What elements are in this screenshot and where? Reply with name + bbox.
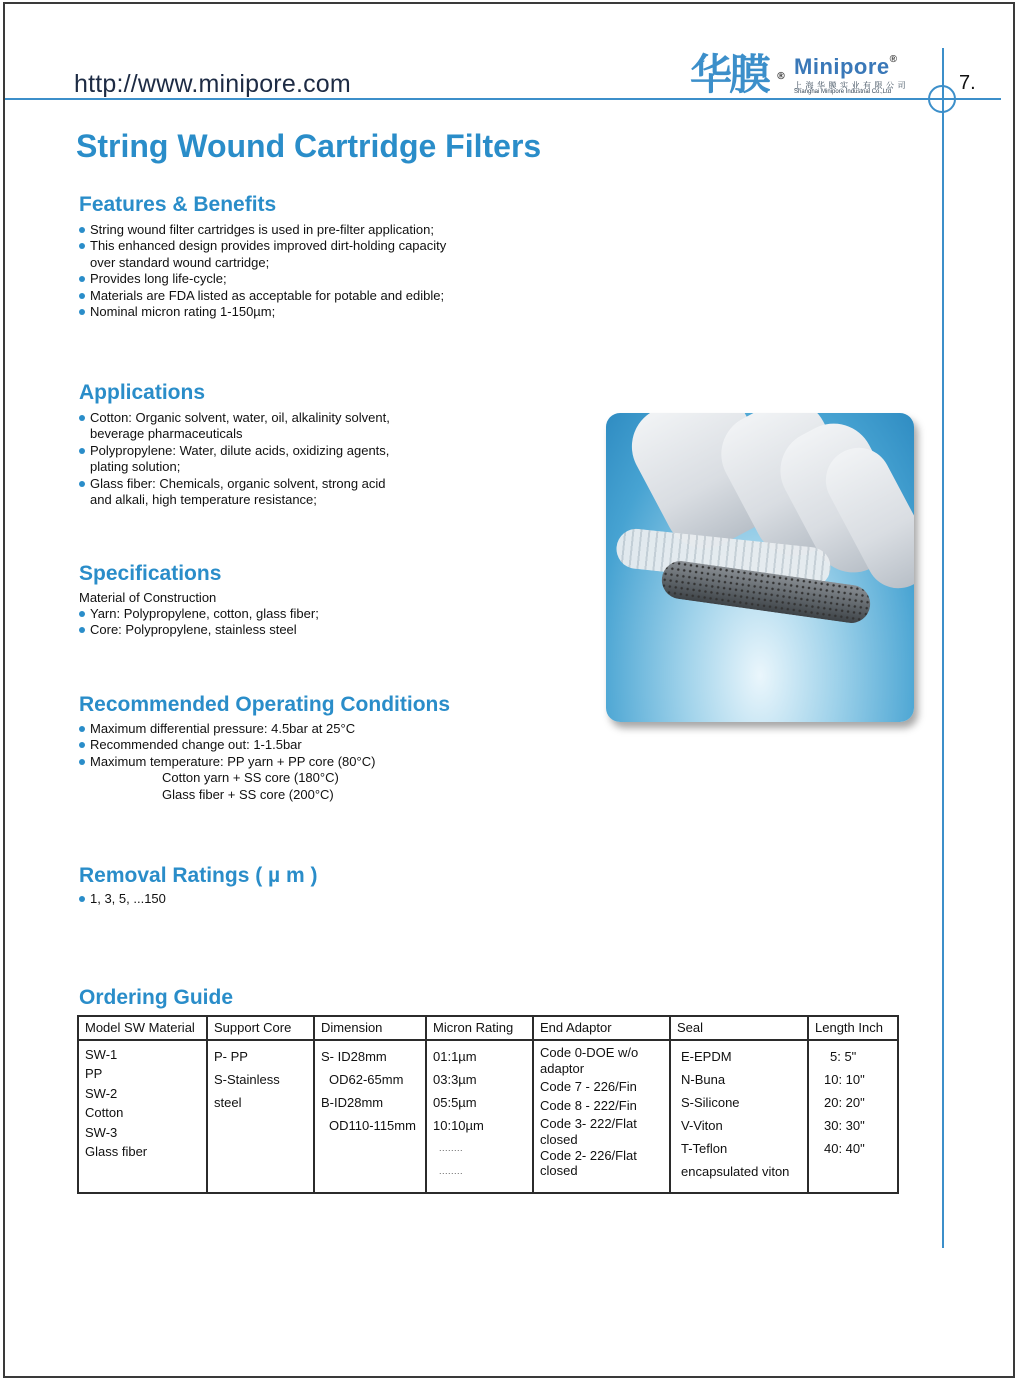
page-title: String Wound Cartridge Filters: [76, 128, 542, 164]
bullet-icon: [79, 276, 85, 282]
list-item: Cotton: Organic solvent, water, oil, alkalinity solvent,: [79, 410, 390, 426]
list-item: 1, 3, 5, ...150: [79, 891, 166, 907]
column-header: End Adaptor: [533, 1016, 670, 1040]
column-header: Support Core: [207, 1016, 314, 1040]
list-item: Glass fiber: Chemicals, organic solvent, strong acid: [79, 476, 390, 492]
list-item-continuation: over standard wound cartridge;: [90, 254, 270, 270]
bullet-icon: [79, 759, 85, 765]
bullet-icon: [79, 611, 85, 617]
crosshair-mark-icon: [928, 85, 956, 113]
list-item-continuation: beverage pharmaceuticals: [90, 426, 243, 442]
specifications-subheading: Material of Construction: [79, 590, 217, 605]
features-heading: Features & Benefits: [79, 193, 277, 216]
list-item: Nominal micron rating 1-150µm;: [79, 304, 446, 320]
list-item: Polypropylene: Water, dilute acids, oxidizing agents,: [79, 443, 390, 459]
logo-chinese-text: 华膜: [690, 50, 769, 99]
features-list: [79, 222, 446, 320]
seal-cell: E-EPDM N-Buna S-Silicone V-Viton T-Teflon encapsulated viton: [670, 1040, 808, 1193]
logo-chinese: [690, 50, 786, 100]
list-item: This enhanced design provides improved dirt-holding capacity: [79, 238, 446, 254]
list-item: Recommended change out: 1-1.5bar: [79, 737, 375, 753]
registered-mark-icon: ®: [776, 71, 786, 82]
list-item: Core: Polypropylene, stainless steel: [79, 622, 319, 638]
column-header: Dimension: [314, 1016, 426, 1040]
company-name-chinese: 上海华膜实业有限公司: [794, 81, 909, 90]
bullet-icon: [79, 293, 85, 299]
website-url[interactable]: http://www.minipore.com: [74, 70, 351, 98]
length-cell: 5: 5" 10: 10" 20: 20" 30: 30" 40: 40": [808, 1040, 898, 1193]
ordering-table: [77, 1015, 899, 1194]
list-item: String wound filter cartridges is used in pre-filter application;: [79, 222, 446, 238]
removal-list: [79, 891, 166, 907]
bullet-icon: [79, 481, 85, 487]
company-name-english: Shanghai Minipore Industrial Co.,Ltd: [794, 89, 892, 95]
removal-heading: Removal Ratings ( µ m ): [79, 864, 318, 887]
list-item-continuation: Cotton yarn + SS core (180°C): [162, 770, 339, 786]
list-item-continuation: Glass fiber + SS core (200°C): [162, 786, 334, 802]
specifications-heading: Specifications: [79, 562, 222, 585]
operating-heading: Recommended Operating Conditions: [79, 693, 451, 716]
ordering-heading: Ordering Guide: [79, 986, 234, 1009]
bullet-icon: [79, 742, 85, 748]
bullet-icon: [79, 448, 85, 454]
bullet-icon: [79, 627, 85, 633]
applications-heading: Applications: [79, 381, 206, 404]
bullet-icon: [79, 227, 85, 233]
bullet-icon: [79, 896, 85, 902]
applications-list: [79, 410, 390, 508]
margin-rule: [942, 48, 944, 1248]
bullet-icon: [79, 309, 85, 315]
list-item-continuation: plating solution;: [90, 459, 181, 475]
list-item-continuation: and alkali, high temperature resistance;: [90, 492, 317, 508]
logo-english: [794, 54, 898, 80]
column-header: Length Inch: [808, 1016, 898, 1040]
list-item: Maximum temperature: PP yarn + PP core (80°C): [79, 754, 375, 770]
list-item: Materials are FDA listed as acceptable for potable and edible;: [79, 288, 446, 304]
registered-mark-icon: ®: [889, 54, 898, 65]
table-row: [78, 1040, 898, 1193]
end-adaptor-cell: Code 0-DOE w/o adaptor Code 7 - 226/Fin Code 8 - 222/Fin Code 3- 222/Flat closed Code 2- 226/Flat closed: [533, 1040, 670, 1193]
page-number: 7.: [959, 72, 976, 94]
column-header: Seal: [670, 1016, 808, 1040]
model-cell: SW-1 PP SW-2 Cotton SW-3 Glass fiber: [78, 1040, 207, 1193]
support-core-cell: P- PP S-Stainless steel: [207, 1040, 314, 1193]
column-header: Micron Rating: [426, 1016, 533, 1040]
product-photo: [606, 413, 914, 722]
bullet-icon: [79, 415, 85, 421]
column-header: Model SW Material: [78, 1016, 207, 1040]
specifications-list: [79, 606, 319, 639]
bullet-icon: [79, 243, 85, 249]
logo-english-text: Minipore: [794, 54, 890, 79]
bullet-icon: [79, 726, 85, 732]
list-item: Provides long life-cycle;: [79, 271, 446, 287]
micron-cell: 01:1µm 03:3µm 05:5µm 10:10µm ........ ........: [426, 1040, 533, 1193]
list-item: Maximum differential pressure: 4.5bar at 25°C: [79, 721, 375, 737]
dimension-cell: S- ID28mm OD62-65mm B-ID28mm OD110-115mm: [314, 1040, 426, 1193]
table-header-row: [78, 1016, 898, 1040]
list-item: Yarn: Polypropylene, cotton, glass fiber;: [79, 606, 319, 622]
operating-list: [79, 721, 375, 803]
